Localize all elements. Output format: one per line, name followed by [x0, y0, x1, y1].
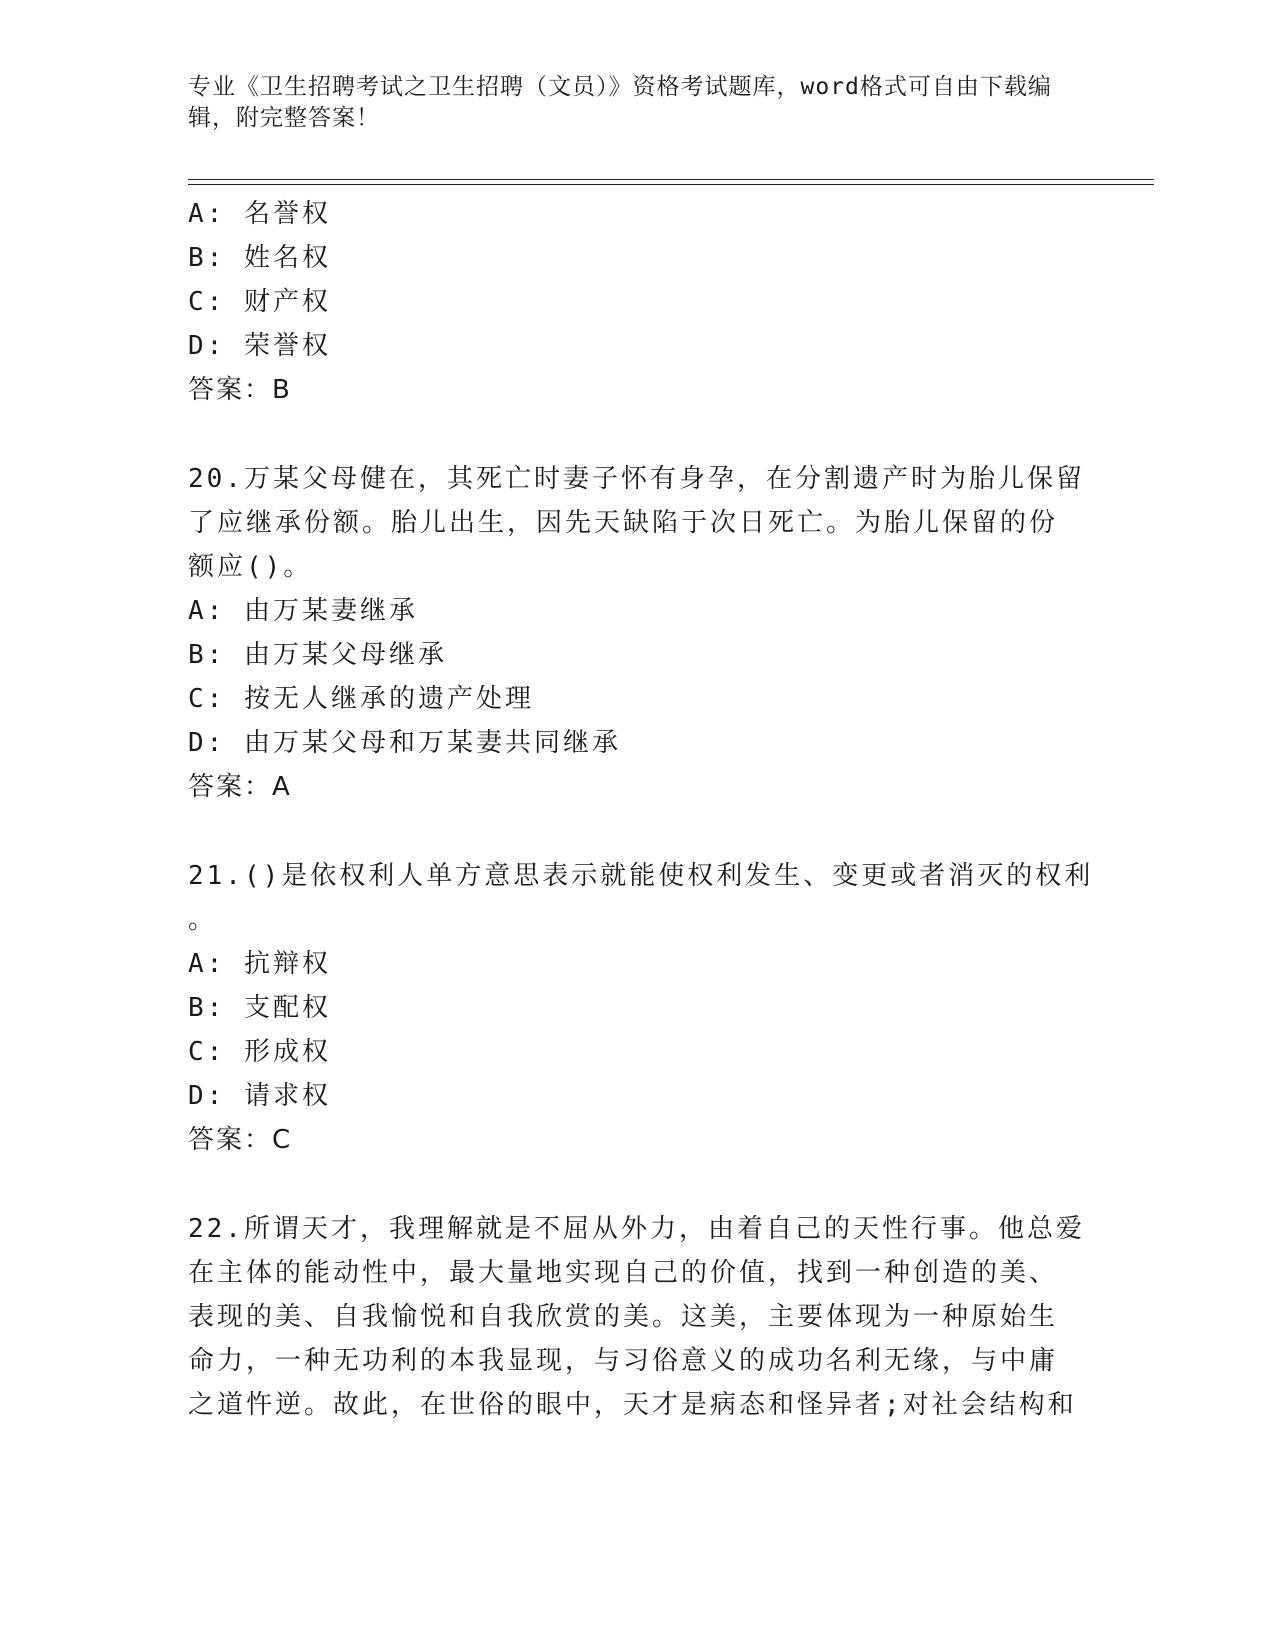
q19-option-a: A: 名誉权: [188, 199, 331, 229]
q20-option-c: C: 按无人继承的遗产处理: [188, 684, 534, 714]
q21-text-line-2: 。: [188, 905, 218, 935]
q22-text-line-1: 22.所谓天才，我理解就是不屈从外力，由着自己的天性行事。他总爱: [188, 1214, 1085, 1244]
q21-option-c: C: 形成权: [188, 1037, 331, 1067]
q19-option-b: B: 姓名权: [188, 243, 331, 273]
q22-text-line-2: 在主体的能动性中，最大量地实现自己的价值，找到一种创造的美、: [188, 1258, 1059, 1288]
q22-text-line-4: 命力，一种无功利的本我显现，与习俗意义的成功名利无缘，与中庸: [188, 1346, 1059, 1376]
q20-answer: 答案：A: [188, 772, 292, 802]
q20-text-line-3: 额应()。: [188, 552, 313, 582]
q21-option-d: D: 请求权: [188, 1081, 331, 1111]
q22-text-line-3: 表现的美、自我愉悦和自我欣赏的美。这美，主要体现为一种原始生: [188, 1302, 1059, 1332]
q21-option-a: A: 抗辩权: [188, 949, 331, 979]
q20-text-line-1: 20.万某父母健在，其死亡时妻子怀有身孕，在分割遗产时为胎儿保留: [188, 464, 1085, 494]
q19-option-d: D: 荣誉权: [188, 331, 331, 361]
header-divider-top: [188, 179, 1154, 180]
q21-text-line-1: 21.()是依权利人单方意思表示就能使权利发生、变更或者消灭的权利: [188, 861, 1094, 891]
header-divider-bottom: [188, 184, 1154, 185]
q20-option-a: A: 由万某妻继承: [188, 596, 418, 626]
q19-answer: 答案：B: [188, 375, 292, 405]
q19-option-c: C: 财产权: [188, 287, 331, 317]
q21-option-b: B: 支配权: [188, 993, 331, 1023]
q20-option-d: D: 由万某父母和万某妻共同继承: [188, 728, 621, 758]
q21-answer: 答案：C: [188, 1125, 293, 1155]
q20-option-b: B: 由万某父母继承: [188, 640, 447, 670]
q20-text-line-2: 了应继承份额。胎儿出生，因先天缺陷于次日死亡。为胎儿保留的份: [188, 508, 1059, 538]
page-header: 专业《卫生招聘考试之卫生招聘（文员）》资格考试题库，word格式可自由下载编辑，附完整答案！: [188, 74, 1052, 131]
q22-text-line-5: 之道忤逆。故此，在世俗的眼中，天才是病态和怪异者;对社会结构和: [188, 1390, 1077, 1420]
